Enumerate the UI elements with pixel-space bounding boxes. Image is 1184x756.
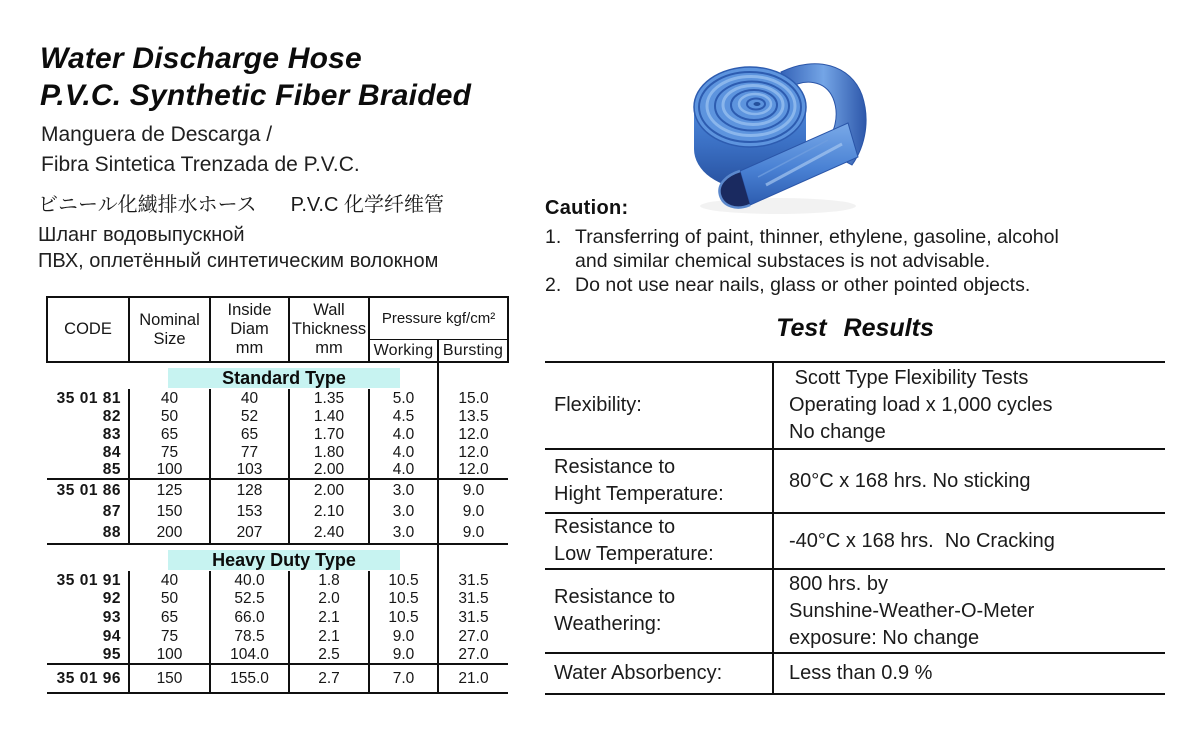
- cell-bursting-pressure: 31.5: [438, 571, 508, 590]
- cell-inside-diam: 52: [210, 407, 289, 425]
- test-label: Water Absorbency:: [545, 653, 773, 694]
- cell-inside-diam: 155.0: [210, 664, 289, 693]
- cell-working-pressure: 10.5: [369, 590, 438, 609]
- subtitle-spanish-line2: Fibra Sintetica Trenzada de P.V.C.: [41, 153, 360, 176]
- cell-wall-thickness: 2.00: [289, 479, 369, 501]
- cell-code: 87: [102, 503, 121, 521]
- section-header-standard-type: [47, 362, 508, 389]
- spec-row: [47, 522, 508, 544]
- spec-row: [47, 389, 508, 407]
- cell-inside-diam: 153: [210, 501, 289, 523]
- col-header-bursting: Bursting: [438, 339, 508, 362]
- cell-nominal-size: 65: [129, 608, 210, 627]
- test-row: [545, 362, 1165, 449]
- cell-nominal-size: 40: [129, 571, 210, 590]
- test-row: [545, 449, 1165, 513]
- test-label: Resistance to Low Temperature:: [545, 513, 773, 569]
- product-photo-hose-coil: [678, 45, 888, 220]
- spec-row: [47, 443, 508, 461]
- cell-bursting-pressure: 9.0: [438, 522, 508, 544]
- cell-nominal-size: 200: [129, 522, 210, 544]
- test-results-container: [545, 361, 1165, 695]
- cell-code: 84: [102, 443, 121, 461]
- cell-wall-thickness: 1.40: [289, 407, 369, 425]
- cell-nominal-size: 75: [129, 627, 210, 646]
- cell-working-pressure: 9.0: [369, 645, 438, 664]
- cell-working-pressure: 5.0: [369, 389, 438, 407]
- caution-item-number: 2.: [545, 274, 562, 296]
- col-header-working: Working: [369, 339, 438, 362]
- cell-bursting-pressure: 27.0: [438, 645, 508, 664]
- cell-code: 35 01 86: [47, 479, 129, 501]
- cell-working-pressure: 3.0: [369, 501, 438, 523]
- caution-item-text: Transferring of paint, thinner, ethylene, gasoline, alcohol and similar chemical substaces is not advisable.: [575, 226, 1059, 272]
- col-header-inside-diam: Inside Diam mm: [210, 297, 289, 362]
- cell-wall-thickness: 1.35: [289, 389, 369, 407]
- cell-code: 35 01 96: [47, 664, 129, 693]
- cell-bursting-pressure: 9.0: [438, 479, 508, 501]
- test-label: Resistance to Hight Temperature:: [545, 449, 773, 513]
- subtitle-japanese: ビニール化繊排水ホース: [38, 194, 257, 216]
- caution-heading: Caution:: [545, 197, 629, 219]
- cell-inside-diam: 103: [210, 461, 289, 479]
- cell-wall-thickness: 2.00: [289, 461, 369, 479]
- cell-nominal-size: 65: [129, 425, 210, 443]
- cell-bursting-pressure: 12.0: [438, 425, 508, 443]
- spec-row: [47, 461, 508, 479]
- test-row: [545, 569, 1165, 653]
- cell-wall-thickness: 2.5: [289, 645, 369, 664]
- cell-working-pressure: 10.5: [369, 571, 438, 590]
- cell-nominal-size: 40: [129, 389, 210, 407]
- test-value: Less than 0.9 %: [773, 653, 1165, 694]
- cell-code: 35 01 91: [56, 571, 121, 589]
- col-header-nominal-size: Nominal Size: [129, 297, 210, 362]
- spec-table: [46, 296, 509, 694]
- test-results-table: [545, 361, 1165, 695]
- cell-working-pressure: 9.0: [369, 627, 438, 646]
- caution-item-text: Do not use near nails, glass or other pointed objects.: [575, 274, 1031, 296]
- cell-wall-thickness: 2.1: [289, 627, 369, 646]
- subtitle-japanese-chinese: [38, 188, 444, 217]
- cell-inside-diam: 52.5: [210, 590, 289, 609]
- spec-row: [47, 627, 508, 646]
- cell-working-pressure: 10.5: [369, 608, 438, 627]
- test-value: -40°C x 168 hrs. No Cracking: [773, 513, 1165, 569]
- test-value: 800 hrs. by Sunshine-Weather-O-Meter exposure: No change: [773, 569, 1165, 653]
- cell-working-pressure: 4.0: [369, 443, 438, 461]
- cell-nominal-size: 100: [129, 645, 210, 664]
- cell-nominal-size: 150: [129, 664, 210, 693]
- cell-working-pressure: 4.5: [369, 407, 438, 425]
- cell-bursting-pressure: 13.5: [438, 407, 508, 425]
- cell-code: 95: [102, 645, 121, 663]
- cell-code: 85: [102, 461, 121, 478]
- cell-working-pressure: 3.0: [369, 522, 438, 544]
- caution-section: [545, 197, 1170, 297]
- cell-inside-diam: 66.0: [210, 608, 289, 627]
- cell-inside-diam: 77: [210, 443, 289, 461]
- test-row: [545, 513, 1165, 569]
- cell-bursting-pressure: 9.0: [438, 501, 508, 523]
- cell-inside-diam: 104.0: [210, 645, 289, 664]
- test-label: Flexibility:: [545, 362, 773, 449]
- cell-nominal-size: 150: [129, 501, 210, 523]
- cell-inside-diam: 78.5: [210, 627, 289, 646]
- col-header-code: CODE: [47, 297, 129, 362]
- spec-row: [47, 425, 508, 443]
- cell-wall-thickness: 2.0: [289, 590, 369, 609]
- section-header-heavy-duty-type: [47, 544, 508, 571]
- col-header-wall-thickness: Wall Thickness mm: [289, 297, 369, 362]
- spec-row: [47, 645, 508, 664]
- cell-wall-thickness: 1.80: [289, 443, 369, 461]
- cell-code: 82: [102, 407, 121, 425]
- cell-working-pressure: 4.0: [369, 461, 438, 479]
- cell-code: 35 01 81: [56, 389, 121, 407]
- cell-inside-diam: 207: [210, 522, 289, 544]
- page-title-line1: Water Discharge Hose: [40, 42, 362, 75]
- cell-bursting-pressure: 31.5: [438, 590, 508, 609]
- cell-nominal-size: 125: [129, 479, 210, 501]
- caution-item-1: [545, 225, 1170, 273]
- cell-inside-diam: 40: [210, 389, 289, 407]
- cell-wall-thickness: 2.7: [289, 664, 369, 693]
- spec-table-container: [46, 296, 509, 694]
- cell-bursting-pressure: 12.0: [438, 461, 508, 479]
- test-row: [545, 653, 1165, 694]
- col-header-pressure: Pressure kgf/cm²: [369, 297, 508, 339]
- cell-nominal-size: 50: [129, 590, 210, 609]
- subtitle-russian-line1: Шланг водовыпускной: [38, 224, 245, 246]
- test-value: 80°C x 168 hrs. No sticking: [773, 449, 1165, 513]
- cell-bursting-pressure: 31.5: [438, 608, 508, 627]
- spec-row: [47, 608, 508, 627]
- subtitle-spanish: [41, 120, 360, 180]
- test-value: Scott Type Flexibility Tests Operating load x 1,000 cycles No change: [773, 362, 1165, 449]
- cell-nominal-size: 75: [129, 443, 210, 461]
- cell-bursting-pressure: 15.0: [438, 389, 508, 407]
- cell-working-pressure: 4.0: [369, 425, 438, 443]
- subtitle-chinese: P.V.C 化学纤维管: [290, 194, 444, 216]
- spec-row: [47, 407, 508, 425]
- cell-nominal-size: 50: [129, 407, 210, 425]
- cell-code: 88: [102, 524, 121, 542]
- spec-row: [47, 479, 508, 501]
- page-title-line2: P.V.C. Synthetic Fiber Braided: [40, 79, 472, 112]
- cell-code: 94: [102, 627, 121, 645]
- subtitle-russian-line2: ПВХ, оплетённый синтетическим волокном: [38, 250, 439, 272]
- subtitle-russian: [38, 222, 438, 274]
- cell-inside-diam: 128: [210, 479, 289, 501]
- section-band-heavy-duty: Heavy Duty Type: [168, 550, 400, 570]
- cell-bursting-pressure: 12.0: [438, 443, 508, 461]
- cell-bursting-pressure: 27.0: [438, 627, 508, 646]
- spec-row: [47, 501, 508, 523]
- test-results-title: Test Results: [776, 314, 934, 342]
- cell-code: 93: [102, 609, 121, 627]
- cell-code: 83: [102, 425, 121, 443]
- cell-wall-thickness: 1.70: [289, 425, 369, 443]
- section-band-standard: Standard Type: [168, 368, 400, 388]
- page-title: [40, 40, 471, 114]
- cell-wall-thickness: 2.40: [289, 522, 369, 544]
- cell-inside-diam: 65: [210, 425, 289, 443]
- cell-code: 92: [102, 590, 121, 608]
- cell-working-pressure: 3.0: [369, 479, 438, 501]
- cell-wall-thickness: 2.10: [289, 501, 369, 523]
- cell-working-pressure: 7.0: [369, 664, 438, 693]
- spec-row: [47, 571, 508, 590]
- spec-row: [47, 590, 508, 609]
- subtitle-spanish-line1: Manguera de Descarga /: [41, 123, 273, 146]
- cell-wall-thickness: 2.1: [289, 608, 369, 627]
- caution-item-number: 1.: [545, 226, 562, 248]
- cell-wall-thickness: 1.8: [289, 571, 369, 590]
- cell-inside-diam: 40.0: [210, 571, 289, 590]
- caution-item-2: [545, 273, 1170, 297]
- test-label: Resistance to Weathering:: [545, 569, 773, 653]
- spec-row: [47, 664, 508, 693]
- cell-nominal-size: 100: [129, 461, 210, 479]
- cell-bursting-pressure: 21.0: [438, 664, 508, 693]
